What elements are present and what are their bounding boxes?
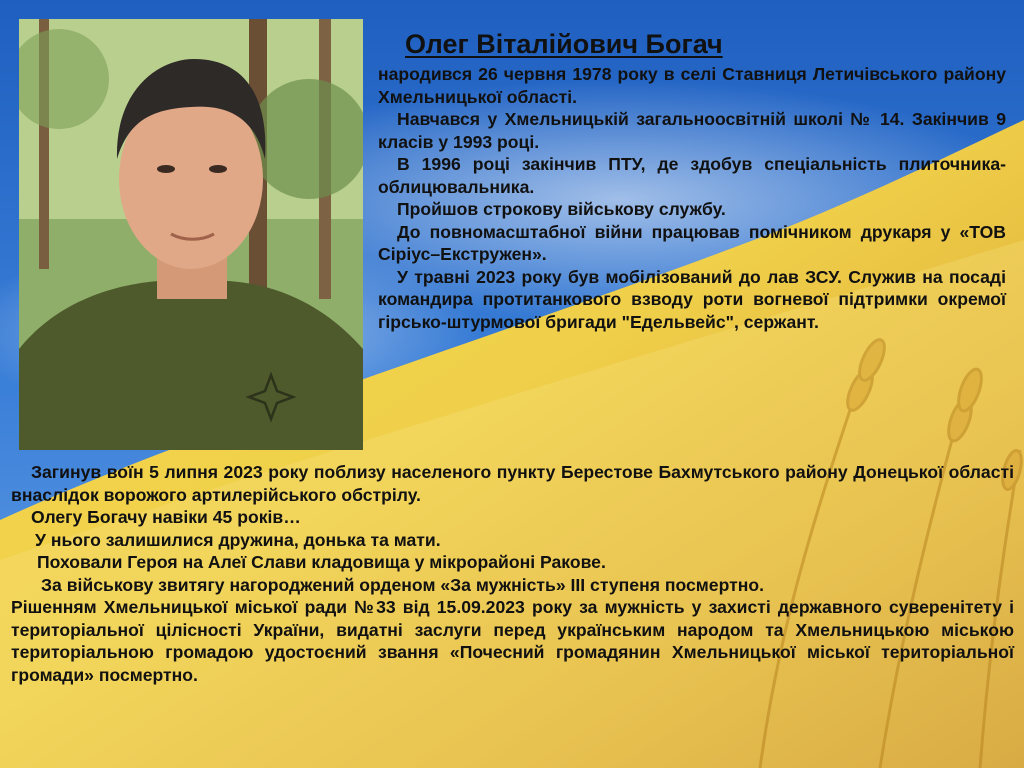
bio-paragraph-vocational: В 1996 році закінчив ПТУ, де здобув спеціальність плиточника-облицювальника.: [378, 154, 1006, 197]
biography-lower: [11, 461, 1014, 686]
bio-paragraph-death: Загинув воїн 5 липня 2023 року поблизу населеного пункту Берестове Бахмутського району Донецької області внаслідок ворожого артилерійського обстрілу.: [11, 462, 1014, 505]
bio-paragraph-burial: Поховали Героя на Алеї Слави кладовища у мікрорайоні Ракове.: [37, 552, 606, 572]
bio-paragraph-mobilization: У травні 2023 року був мобілізований до лав ЗСУ. Служив на посаді командира протитанкового взводу роти вогневої підтримки окремої гірсько-штурмової бригади "Едельвейс", сержант.: [378, 266, 1006, 332]
bio-paragraph-family: У нього залишилися дружина, донька та мати.: [35, 529, 441, 550]
bio-paragraph-award: За військову звитягу нагороджений орденом «За мужність» ІІІ ступеня посмертно.: [41, 574, 764, 595]
person-name-title: Олег Віталійович Богач: [405, 29, 723, 59]
bio-paragraph-work: До повномасштабної війни працював помічником друкаря у «ТОВ Сіріус–Екстружен».: [378, 221, 1006, 264]
bio-paragraph-birth: народився 26 червня 1978 року в селі Ставниця Летичівського району Хмельницької області.: [378, 64, 1006, 107]
biography-upper: [378, 63, 1006, 333]
bio-paragraph-age: Олегу Богачу навіки 45 років…: [31, 507, 301, 527]
bio-paragraph-service: Пройшов строкову військову службу.: [397, 199, 726, 219]
portrait-photo: [19, 19, 363, 450]
bio-paragraph-honor: Рішенням Хмельницької міської ради №33 від 15.09.2023 року за мужність у захисті державного суверенітету і територіальної цілісності України, видатні заслуги перед українським народом та Хмельницькою міською територіальною громадою удостоєний звання «Почесний громадянин Хмельницької міської територіальної громади» посмертно.: [11, 597, 1014, 685]
bio-paragraph-school: Навчався у Хмельницькій загальноосвітній школі № 14. Закінчив 9 класів у 1993 році.: [378, 109, 1006, 152]
